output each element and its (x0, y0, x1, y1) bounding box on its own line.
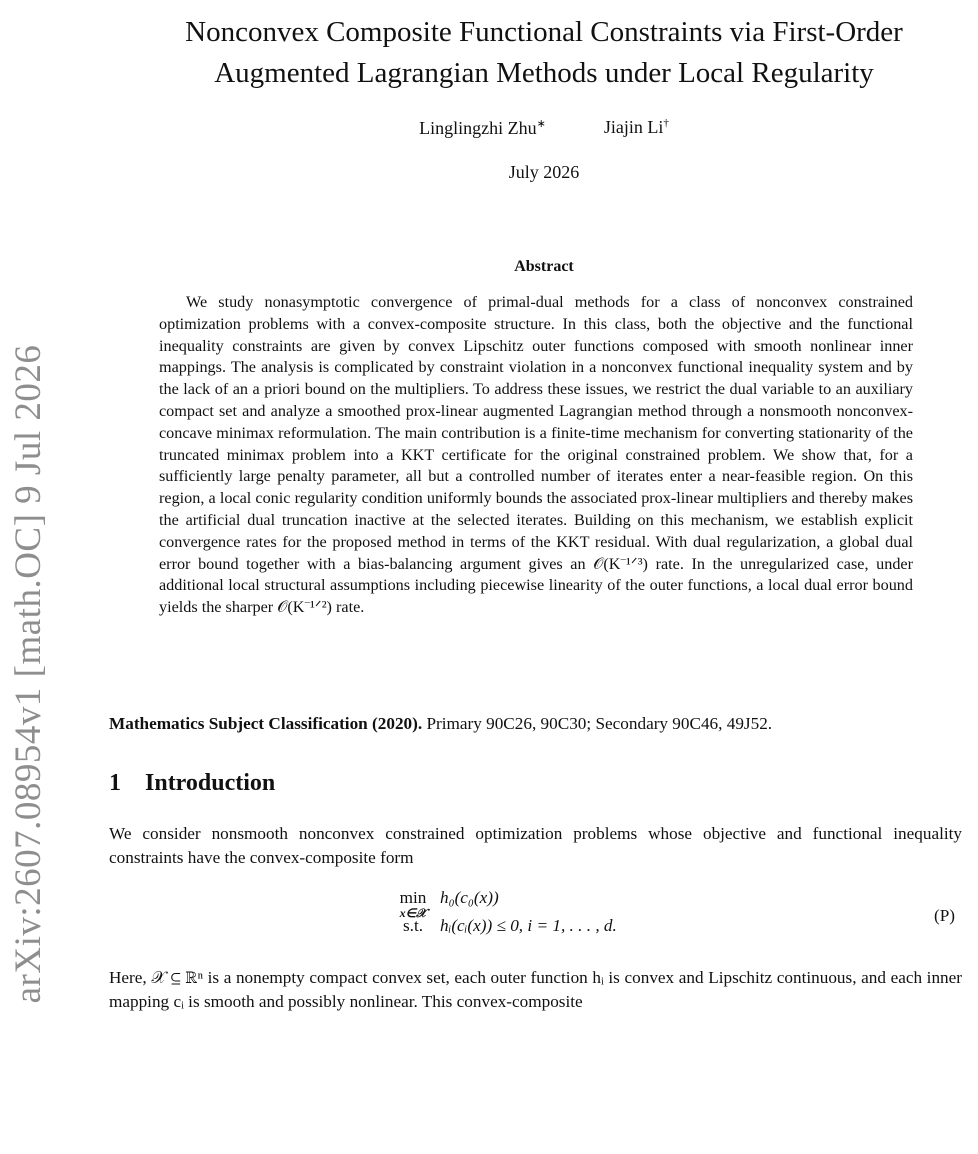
abstract-heading: Abstract (514, 258, 574, 275)
intro-paragraph-2: Here, 𝒳 ⊆ ℝⁿ is a nonempty compact convex set, each outer function hᵢ is convex and Lipschitz continuous, and each inner mapping cᵢ is smooth and possibly nonlinear. This convex-composite (109, 968, 962, 1011)
optimization-problem (386, 888, 617, 944)
section-title: Introduction (145, 770, 276, 796)
paper-date: July 2026 (508, 162, 580, 182)
intro-paragraph-1: We consider nonsmooth nonconvex constrained optimization problems whose objective and functional inequality constraints have the convex-composite form (109, 824, 962, 867)
author-1-footnote-mark: ∗ (536, 118, 546, 130)
section-heading (109, 770, 275, 797)
msc-label: Mathematics Subject Classification (2020). (109, 714, 423, 733)
author-list (110, 117, 978, 139)
msc-classification (109, 714, 969, 734)
subject-to-label: s.t. (402, 916, 424, 935)
arxiv-identifier-stamp: arXiv:2607.08954v1 [math.OC] 9 Jul 2026 (7, 344, 49, 1004)
abstract-body: We study nonasymptotic convergence of primal-dual methods for a class of nonconvex constrained optimization problems with a convex-composite structure. In this class, both the objective and the functional inequality constraints are given by convex Lipschitz outer functions composed with smooth nonlinear inner mappings. The analysis is complicated by constraint violation in a nonconvex functional inequality system and by the lack of an a priori bound on the multipliers. To address these issues, we restrict the dual variable to an auxiliary compact set and analyze a smoothed prox-linear augmented Lagrangian method through a nonsmooth nonconvex-concave minimax reformulation. The main contribution is a finite-time mechanism for converting stationarity of the truncated minimax problem into a KKT certificate for the original constrained problem. We show that, for a sufficiently large penalty parameter, all but a controlled number of iterates enter a near-feasible region. On this region, a local conic regularity condition uniformly bounds the associated prox-linear multipliers and thereby makes the artificial dual truncation inactive at the selected iterates. Building on this mechanism, we establish explicit convergence rates for the proposed method in terms of the KKT residual. With dual regularization, a global dual error bound together with a bias-balancing argument gives an 𝒪(K⁻¹ᐟ³) rate. In the unregularized case, under additional local structural assumptions including piecewise linearity of the outer functions, a local dual error bound yields the sharper 𝒪(K⁻¹ᐟ²) rate. (159, 293, 913, 617)
author-1: Linglingzhi Zhu∗ (419, 118, 546, 138)
section-number: 1 (109, 770, 121, 796)
msc-codes: Primary 90C26, 90C30; Secondary 90C46, 49J52. (422, 714, 773, 733)
title-line-1: Nonconvex Composite Functional Constraints via First-Order (185, 16, 903, 48)
min-operator: min (399, 888, 427, 907)
author-2: Jiajin Li† (603, 117, 669, 137)
paper-title (110, 12, 978, 94)
min-subscript: x∈𝒳 (399, 906, 427, 920)
constraint-expression: hᵢ(cᵢ(x)) ≤ 0, i = 1, . . . , d. (440, 916, 617, 935)
constraint-row (386, 916, 617, 944)
objective-row (386, 888, 617, 920)
title-line-2: Augmented Lagrangian Methods under Local Regularity (214, 57, 874, 89)
equation-label: (P) (934, 906, 956, 925)
objective-expression: h₀(c₀(x)) (440, 888, 499, 907)
author-2-footnote-mark: † (663, 117, 669, 129)
